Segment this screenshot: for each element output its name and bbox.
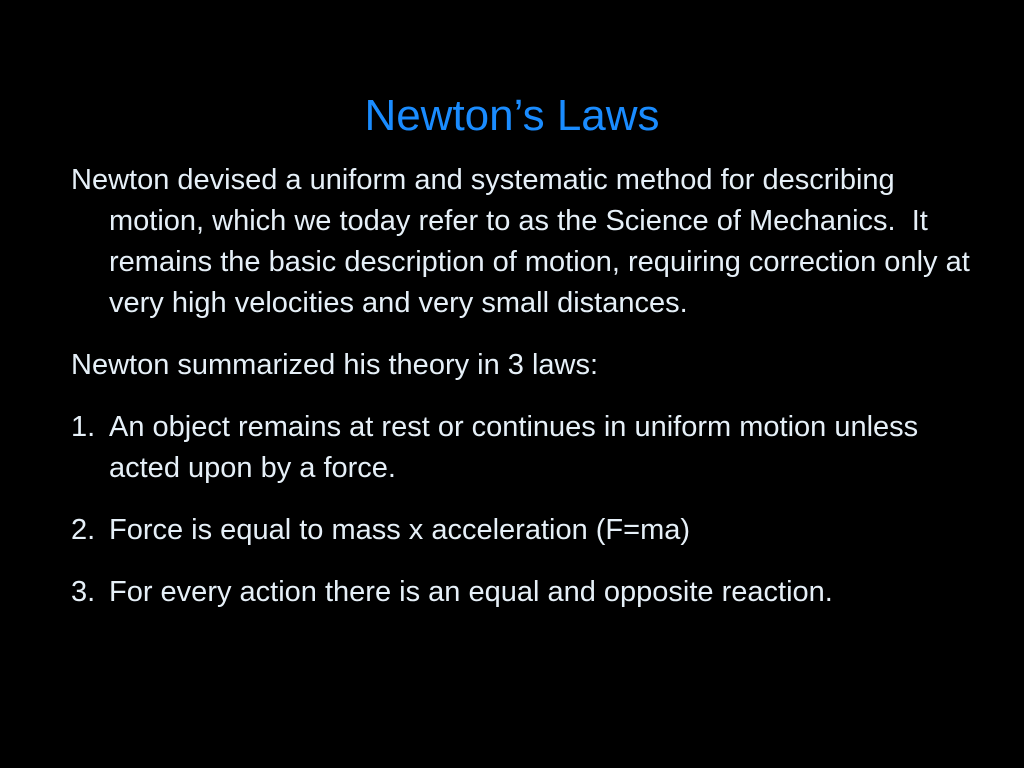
law-number: 1.	[71, 411, 96, 443]
law-item-3	[71, 572, 971, 613]
summary-paragraph: Newton summarized his theory in 3 laws:	[71, 349, 599, 381]
law-item-2	[71, 510, 971, 551]
law-number: 2.	[71, 514, 96, 546]
law-text: An object remains at rest or continues in uniform motion unless acted upon by a force.	[109, 411, 919, 484]
slide-title: Newton’s Laws	[364, 91, 660, 140]
slide-body	[71, 160, 978, 634]
law-text: Force is equal to mass x acceleration (F=ma)	[109, 514, 691, 546]
law-item-1	[71, 407, 971, 489]
intro-paragraph: Newton devised a uniform and systematic method for describing motion, which we today refer to as the Science of Mechanics. It remains the basic description of motion, requiring correction only at very high velocities and very small distances.	[71, 164, 978, 319]
law-text: For every action there is an equal and opposite reaction.	[109, 576, 833, 608]
law-number: 3.	[71, 576, 96, 608]
